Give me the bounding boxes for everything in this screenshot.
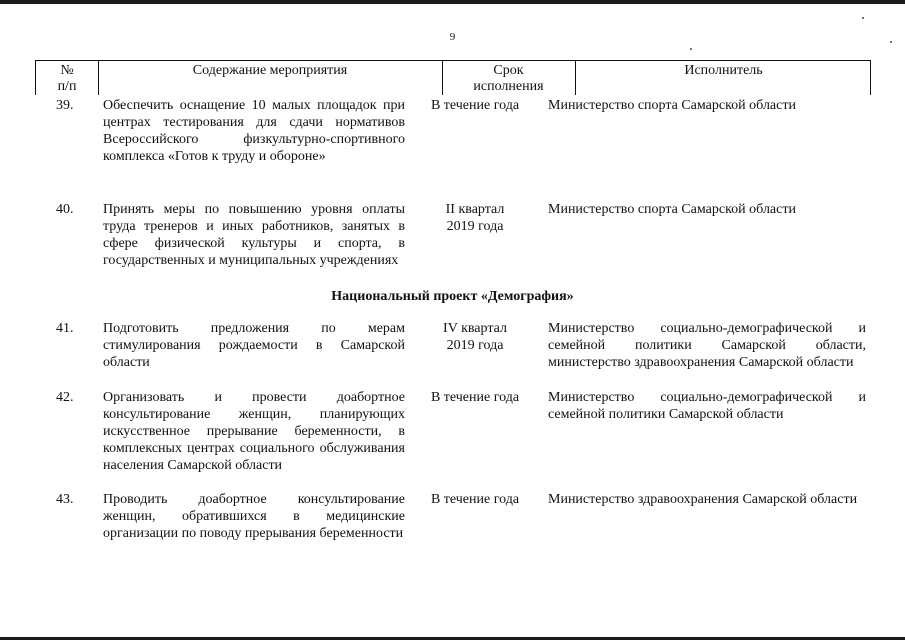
header-deadline-line: исполнения: [473, 79, 544, 94]
page-number: 9: [449, 31, 456, 43]
row-deadline: IV квартал 2019 года: [443, 321, 507, 353]
row-content: Принять меры по повышению уровня оплаты труда тренеров и иных работников, занятых в сфере физической культуры и спорта, в государственных и муниципальных учреждениях: [103, 202, 405, 268]
row-executor: Министерство спорта Самарской области: [548, 202, 796, 217]
scan-speck: [690, 48, 692, 50]
row-number: 43.: [56, 492, 74, 507]
row-executor: Министерство социально-демографической и семейной политики Самарской области: [548, 390, 866, 422]
section-title: Национальный проект «Демография»: [331, 289, 574, 304]
row-content: Организовать и провести доабортное консультирование женщин, планирующих искусственное прерывание беременности, в комплексных центрах социального обслуживания населения Самарской области: [103, 390, 405, 473]
row-deadline: В течение года: [430, 492, 520, 507]
row-content: Обеспечить оснащение 10 малых площадок при центрах тестирования для сдачи нормативов Всероссийского физкультурно-спортивного комплекса «Готов к труду и обороне»: [103, 98, 405, 164]
row-content: Проводить доабортное консультирование женщин, обратившихся в медицинские организации по поводу прерывания беременности: [103, 492, 405, 541]
row-executor: Министерство социально-демографической и семейной политики Самарской области, министерство здравоохранения Самарской области: [548, 321, 866, 370]
row-deadline: В течение года: [430, 98, 520, 113]
header-number-line: п/п: [57, 79, 77, 94]
scan-edge-top: [0, 0, 905, 4]
row-number: 41.: [56, 321, 74, 336]
row-content: Подготовить предложения по мерам стимулирования рождаемости в Самарской области: [103, 321, 405, 370]
row-deadline: II квартал 2019 года: [445, 202, 505, 234]
scan-speck: [890, 41, 892, 43]
header-content: Содержание мероприятия: [192, 63, 348, 78]
header-number: [36, 63, 98, 95]
row-number: 39.: [56, 98, 74, 113]
row-executor: Министерство здравоохранения Самарской области: [548, 492, 858, 507]
row-deadline: В течение года: [430, 390, 520, 405]
row-executor: Министерство спорта Самарской области: [548, 98, 796, 113]
scan-speck: [862, 17, 864, 19]
header-deadline: [442, 63, 575, 95]
row-number: 42.: [56, 390, 74, 405]
header-number-line: №: [60, 63, 74, 78]
row-number: 40.: [56, 202, 74, 217]
table-header: [35, 60, 871, 95]
header-deadline-line: Срок: [493, 63, 524, 78]
header-executor: Исполнитель: [684, 63, 763, 78]
